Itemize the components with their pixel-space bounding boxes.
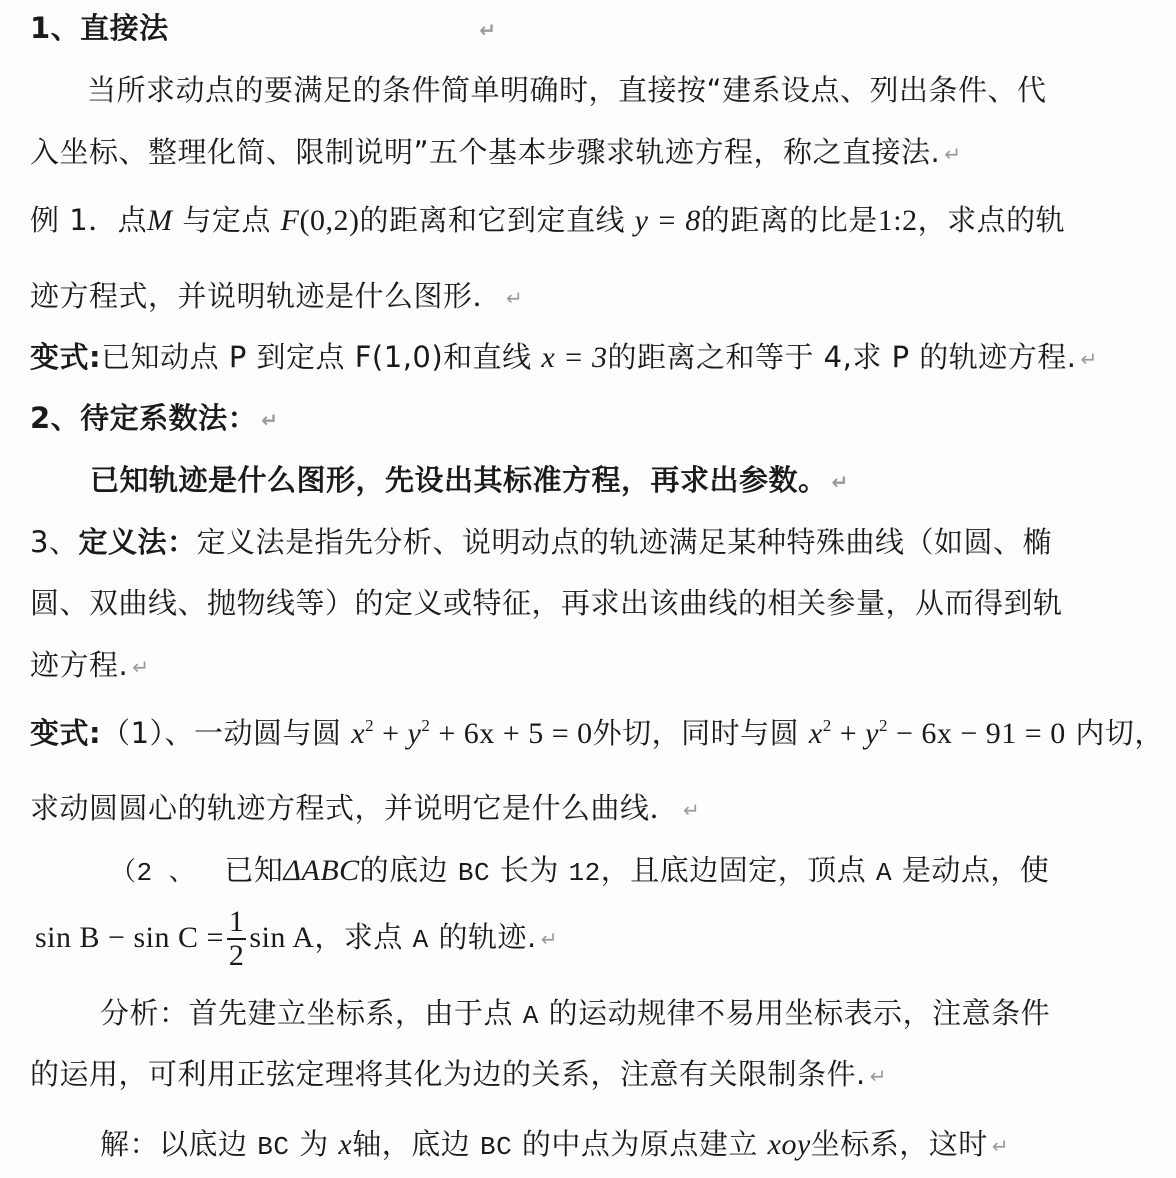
segment-bc: BC <box>257 1132 290 1162</box>
solution-text: 为 <box>299 1127 329 1161</box>
section-3-line-1 <box>30 522 1052 562</box>
problem-2-text: ，求点 <box>314 920 403 954</box>
example-1-text: 与定点 <box>182 203 271 237</box>
analysis-text: 首先建立坐标系，由于点 <box>188 996 514 1030</box>
solution-text: 轴，底边 <box>352 1127 471 1161</box>
solution-text: 的中点为原点建立 <box>521 1127 758 1161</box>
problem-2-text: 的底边 <box>359 853 449 887</box>
math-sine-equation-left: sin B − sin C = <box>35 921 224 954</box>
problem-2-text: ，且底边固定，顶点 <box>600 853 867 887</box>
section-1-body-line-1 <box>87 70 1047 110</box>
math-sine-equation-right: sin A <box>249 921 315 954</box>
problem-2-text: 是动点，使 <box>901 853 1050 887</box>
section-3-line-2 <box>30 583 1063 623</box>
math-line-equation: y = 8 <box>634 204 701 237</box>
paragraph-mark-icon: ↵ <box>261 408 279 432</box>
problem-2-line-1 <box>110 850 1049 893</box>
example-1-line-2 <box>30 276 523 318</box>
variant-2-text: （1）、一动圆与圆 <box>101 716 342 750</box>
segment-bc: BC <box>457 858 491 888</box>
math-ratio: 1:2 <box>877 204 918 237</box>
section-3-line-3 <box>30 645 149 687</box>
analysis-label: 分析： <box>100 996 189 1030</box>
math-triangle: ΔABC <box>283 854 360 887</box>
paragraph-mark-icon: ↵ <box>506 286 524 310</box>
variant-1-line <box>30 337 1098 379</box>
solution-label: 解： <box>100 1127 160 1161</box>
variant-label: 变式: <box>30 340 102 374</box>
section-2-heading <box>30 398 278 440</box>
math-point-f-coords: (0,2) <box>299 204 360 237</box>
solution-text: 以底边 <box>159 1127 248 1161</box>
section-2-body <box>90 460 849 502</box>
example-1-label: 例 1．点 <box>30 203 148 237</box>
section-3-heading: 定义法： <box>78 525 197 559</box>
math-point-m: M <box>147 204 173 237</box>
math-point-f: F <box>280 204 300 237</box>
paragraph-mark-icon: ↵ <box>944 142 962 166</box>
paragraph-mark-icon: ↵ <box>540 927 558 951</box>
variant-2-text: 外切，同时与圆 <box>592 716 800 750</box>
section-3-body-text: 迹方程. <box>30 648 129 682</box>
math-fraction-one-half <box>227 906 247 972</box>
paragraph-mark-icon: ↵ <box>991 1134 1010 1158</box>
example-1-line-1 <box>30 200 1065 241</box>
section-1-body-line-2 <box>30 132 962 174</box>
analysis-line-1 <box>100 993 1050 1036</box>
section-3-body-text: 定义法是指先分析、说明动点的轨迹满足某种特殊曲线（如圆、椭 <box>196 525 1052 559</box>
section-1-heading <box>30 8 497 50</box>
section-1-body-text: 入坐标、整理化简、限制说明”五个基本步骤求轨迹方程，称之直接法. <box>30 135 941 169</box>
math-circle-2-equation: $x^2 + y^2 - 6x - 91 = 0$ <box>808 716 1066 750</box>
fraction-numerator: 1 <box>228 905 245 938</box>
vertex-a: A <box>412 925 429 955</box>
example-1-text: 的距离和它到定直线 <box>359 203 625 237</box>
analysis-text: 的运动规律不易用坐标表示，注意条件 <box>548 996 1051 1030</box>
vertex-a: A <box>522 1001 539 1031</box>
paragraph-mark-icon: ↵ <box>1080 347 1098 371</box>
variant-2-text: 求动圆圆心的轨迹方程式，并说明它是什么曲线． <box>30 791 680 825</box>
variant-2-line-1 <box>30 713 1164 754</box>
segment-bc: BC <box>479 1132 513 1162</box>
section-3-body-text: 圆、双曲线、抛物线等）的定义或特征，再求出该曲线的相关参量，从而得到轨 <box>30 586 1063 620</box>
variant-label: 变式: <box>30 716 102 750</box>
section-1-heading-text: 1、直接法 <box>30 11 169 45</box>
solution-text: 坐标系，这时 <box>810 1127 988 1161</box>
solution-line-1 <box>100 1124 1009 1167</box>
section-3-number: 3、 <box>30 525 79 559</box>
problem-2-text: 的轨迹. <box>438 920 537 954</box>
paragraph-mark-icon: ↵ <box>683 798 701 822</box>
paragraph-mark-icon: ↵ <box>831 470 849 494</box>
section-1-body-text: 当所求动点的要满足的条件简单明确时，直接按“建系设点、列出条件、代 <box>87 73 1047 107</box>
paragraph-mark-icon: ↵ <box>479 18 497 42</box>
variant-2-line-2 <box>30 788 700 830</box>
paragraph-mark-icon: ↵ <box>869 1064 887 1088</box>
example-1-text: ，求点的轨 <box>917 203 1066 237</box>
section-2-body-text: 已知轨迹是什么图形，先设出其标准方程，再求出参数。 <box>90 463 828 497</box>
variant-1-text: 已知动点 P 到定点 F(1,0)和直线 <box>101 340 532 374</box>
problem-2-text: 已知 <box>224 853 284 887</box>
variant-1-text: 的距离之和等于 4,求 P 的轨迹方程. <box>607 340 1077 374</box>
math-x-axis: x <box>338 1128 353 1161</box>
math-circle-1-equation: $x^2 + y^2 + 6x + 5 = 0$ <box>351 716 593 750</box>
fraction-denominator: 2 <box>228 939 245 972</box>
math-circle-1-rest: + 6x + 5 = 0 <box>438 717 593 750</box>
problem-2-number: （2 、 <box>110 858 196 888</box>
variant-2-text: 内切， <box>1075 716 1164 750</box>
paragraph-mark-icon: ↵ <box>132 655 150 679</box>
analysis-line-2 <box>30 1054 887 1096</box>
length-value: 12 <box>568 858 601 888</box>
example-1-text: 迹方程式，并说明轨迹是什么图形． <box>30 279 503 313</box>
vertex-a: A <box>876 858 893 888</box>
section-2-heading-text: 2、待定系数法： <box>30 401 258 435</box>
example-1-text: 的距离的比是 <box>700 203 878 237</box>
math-xoy: xoy <box>767 1128 811 1161</box>
analysis-text: 的运用，可利用正弦定理将其化为边的关系，注意有关限制条件. <box>30 1057 866 1091</box>
math-line-equation: x = 3 <box>541 341 608 374</box>
problem-2-line-2 <box>35 904 558 973</box>
math-circle-2-rest: − 6x − 91 = 0 <box>895 717 1066 750</box>
problem-2-text: 长为 <box>499 853 559 887</box>
